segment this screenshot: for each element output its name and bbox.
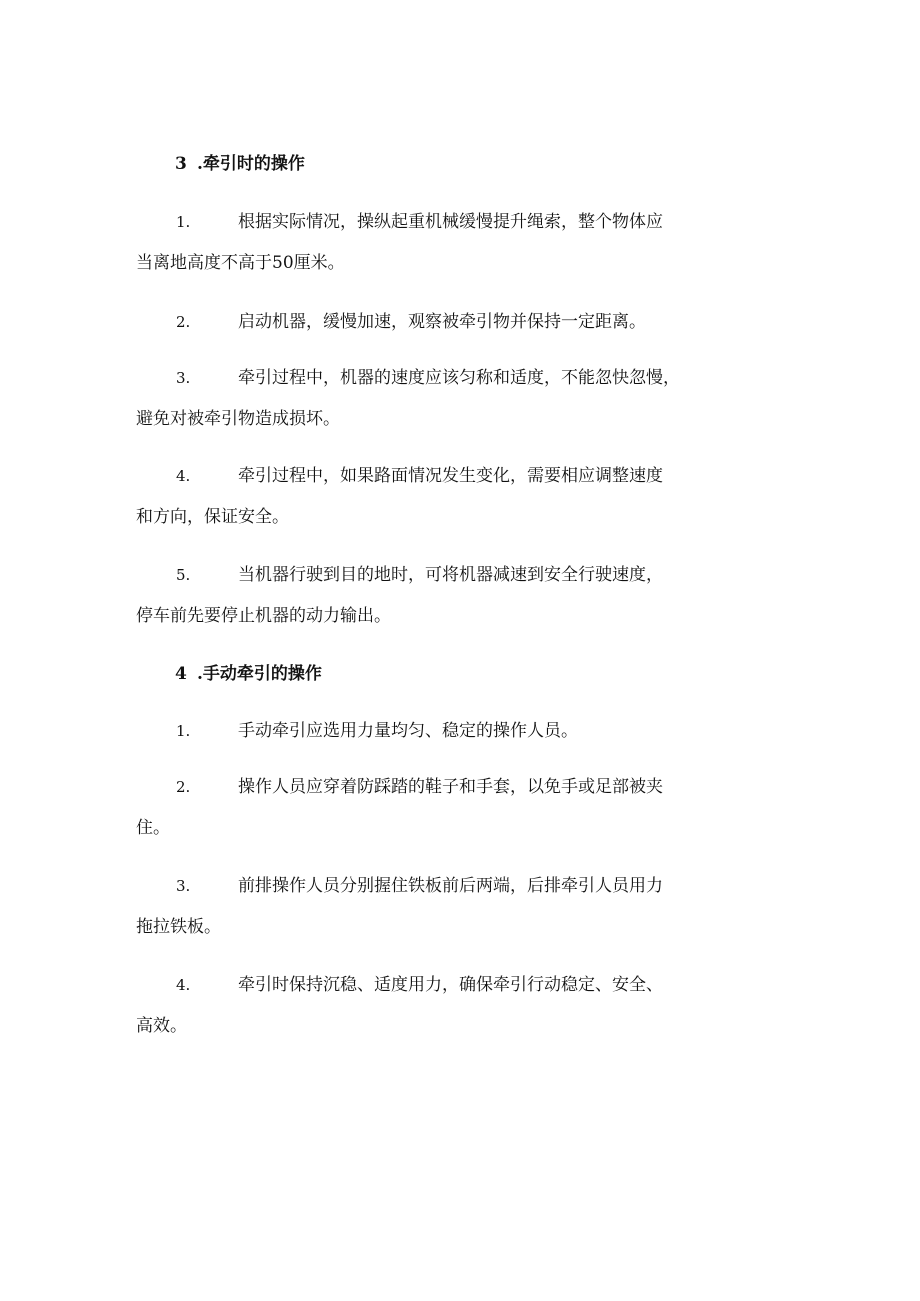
item-text-line2: 住。 (136, 818, 170, 838)
section-number: 4 (175, 664, 187, 684)
list-item (136, 965, 716, 1047)
item-number: 3. (176, 369, 191, 387)
item-number: 4. (176, 976, 191, 994)
item-text-line1: 手动牵引应选用力量均匀、稳定的操作人员。 (238, 721, 578, 741)
item-text-line2: 拖拉铁板。 (136, 917, 221, 937)
item-text-line1: 根据实际情况，操纵起重机械缓慢提升绳索，整个物体应 (238, 212, 663, 232)
item-number: 3. (176, 877, 191, 895)
item-text-line2: 高效。 (136, 1016, 187, 1036)
item-text-line1: 前排操作人员分别握住铁板前后两端，后排牵引人员用力 (238, 876, 663, 896)
item-number: 2. (176, 778, 191, 796)
item-text-line2: 当离地高度不高于50厘米。 (136, 253, 345, 273)
item-text-line1: 当机器行驶到目的地时，可将机器减速到安全行驶速度， (238, 565, 663, 585)
item-text-line1: 牵引时保持沉稳、适度用力，确保牵引行动稳定、安全、 (238, 975, 663, 995)
item-number: 1. (176, 722, 191, 740)
item-text-line2: 停车前先要停止机器的动力输出。 (136, 606, 391, 626)
section-heading-4 (175, 662, 322, 686)
section-number: 3 (175, 154, 187, 174)
list-item (136, 358, 716, 440)
list-item (136, 767, 716, 849)
item-number: 4. (176, 467, 191, 485)
list-item (136, 711, 716, 752)
item-text-line1: 牵引过程中，机器的速度应该匀称和适度，不能忽快忽慢， (238, 368, 680, 388)
list-item (136, 555, 716, 637)
item-text-line2: 避免对被牵引物造成损坏。 (136, 409, 340, 429)
list-item (136, 456, 716, 538)
section-title: .牵引时的操作 (197, 154, 305, 174)
item-number: 5. (176, 566, 191, 584)
list-item (136, 202, 716, 284)
list-item (136, 302, 716, 343)
section-title: .手动牵引的操作 (197, 664, 322, 684)
section-heading-3 (175, 152, 305, 176)
item-number: 2. (176, 313, 191, 331)
item-text-line1: 操作人员应穿着防踩踏的鞋子和手套，以免手或足部被夹 (238, 777, 663, 797)
item-number: 1. (176, 213, 191, 231)
item-text-line2: 和方向，保证安全。 (136, 507, 289, 527)
item-text-line1: 牵引过程中，如果路面情况发生变化，需要相应调整速度 (238, 466, 663, 486)
item-text-line1: 启动机器，缓慢加速，观察被牵引物并保持一定距离。 (238, 312, 646, 332)
list-item (136, 866, 716, 948)
